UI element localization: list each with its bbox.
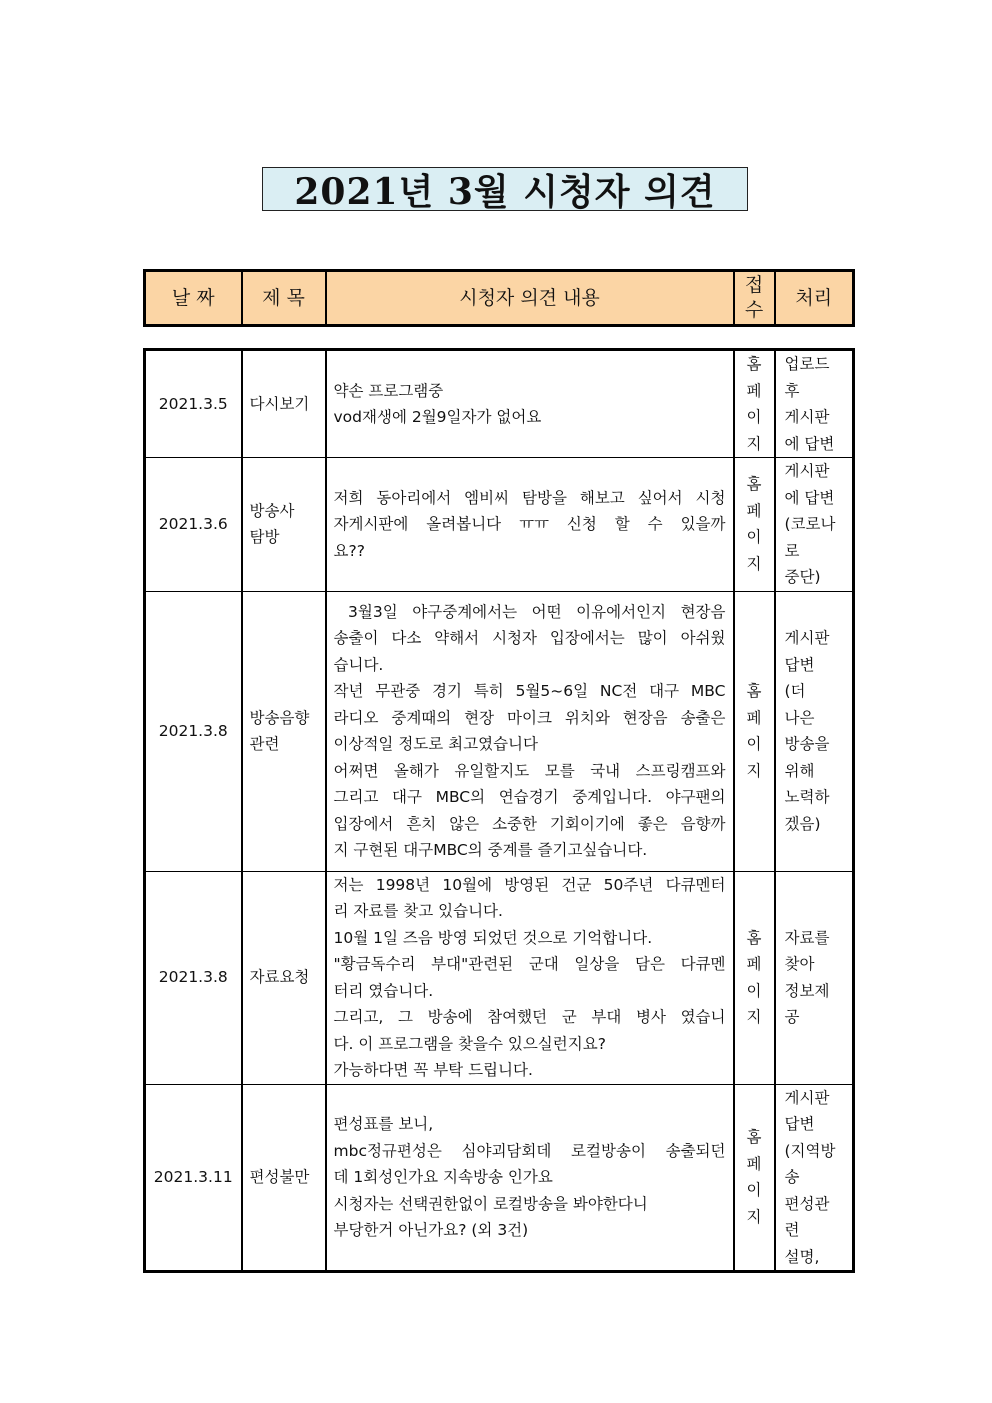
content-line: 작년 무관중 경기 특히 5월5~6일 NC전 대구 MBC: [333, 682, 726, 700]
row-received: [734, 871, 775, 1084]
content-line: 가능하다면 꼭 부탁 드립니다.: [333, 1061, 533, 1079]
row-subject: [242, 871, 326, 1084]
received-char: 이: [746, 735, 762, 753]
content-line: 이상적일 정도로 최고였습니다: [333, 735, 539, 753]
row-subject: [242, 458, 326, 592]
row-subject: [242, 350, 326, 458]
received-char: 이: [746, 1181, 762, 1200]
subject-line: 자료요청: [249, 968, 310, 987]
content-line: 입장에서 흔치 않은 소중한 기회이기에 좋은 음향까: [333, 814, 726, 833]
row-content: [326, 871, 734, 1084]
process-line: 찾아: [784, 955, 815, 973]
content-line: 터리 였습니다.: [333, 981, 434, 1000]
process-line: 공: [784, 1008, 800, 1026]
process-line: 중단): [784, 568, 821, 586]
content-line: 요??: [333, 541, 365, 560]
subject-line: 편성불만: [249, 1168, 310, 1186]
process-line: 설명,: [784, 1247, 820, 1266]
received-char: 지: [746, 554, 762, 573]
row-date: 2021.3.6: [145, 458, 242, 592]
received-char: 홈: [746, 355, 762, 373]
content-line: 3월3일 야구중계에서는 어떤 이유에서인지 현장음: [333, 602, 726, 621]
received-char: 페: [746, 1154, 762, 1173]
process-line: 노력하: [784, 788, 830, 806]
process-line: 나은: [784, 708, 815, 727]
process-line: 게시판: [784, 408, 830, 426]
process-line: 게시판: [784, 629, 830, 647]
process-line: 련: [784, 1221, 800, 1239]
header-content: 시청자 의견 내용: [326, 271, 734, 326]
row-received: [734, 591, 775, 871]
content-line: 라디오 중계때의 현장 마이크 위치와 현장음 송출은: [333, 708, 726, 727]
content-line: 편성표를 보니,: [333, 1115, 434, 1133]
received-char: 이: [746, 981, 762, 1000]
row-process: [775, 871, 854, 1084]
row-date: 2021.3.8: [145, 871, 242, 1084]
received-char: 홈: [746, 475, 762, 494]
received-char: 페: [746, 501, 762, 520]
process-line: 위해: [784, 761, 815, 780]
row-content: [326, 1084, 734, 1272]
content-line: 저는 1998년 10월에 방영된 건군 50주년 다큐멘터: [333, 875, 726, 894]
process-line: 정보제: [784, 981, 830, 1000]
process-line: 업로드: [784, 355, 830, 373]
row-subject: [242, 1084, 326, 1272]
page-title: 2021년 3월 시청자 의견: [262, 167, 748, 211]
row-process: [775, 350, 854, 458]
received-char: 페: [746, 708, 762, 727]
process-line: (더: [784, 682, 806, 700]
process-line: 겠음): [784, 814, 821, 833]
process-line: 게시판: [784, 462, 830, 480]
header-received: [734, 271, 775, 326]
row-process: [775, 458, 854, 592]
received-char: 페: [746, 381, 762, 400]
received-char: 페: [746, 955, 762, 973]
table-row: [145, 871, 854, 1084]
content-line: 그리고 대구 MBC의 연습경기 중계입니다. 야구팬의: [333, 788, 726, 806]
content-line: 리 자료를 찾고 있습니다.: [333, 902, 503, 920]
row-content: [326, 350, 734, 458]
process-line: 후: [784, 381, 800, 400]
row-subject: [242, 591, 326, 871]
row-content: [326, 458, 734, 592]
process-line: (코로나: [784, 515, 836, 533]
header-subject: 제 목: [242, 271, 326, 326]
content-line: 지 구현된 대구MBC의 중계를 즐기고싶습니다.: [333, 841, 648, 859]
process-line: (지역방: [784, 1141, 836, 1160]
row-received: [734, 1084, 775, 1272]
content-line: 습니다.: [333, 655, 384, 674]
content-line: 송출이 다소 약해서 시청자 입장에서는 많이 아쉬웠: [333, 629, 726, 647]
row-process: [775, 591, 854, 871]
process-line: 답변: [784, 655, 815, 674]
received-char: 지: [746, 434, 762, 453]
received-char: 이: [746, 408, 762, 426]
content-line: 부당한거 아닌가요? (외 3건): [333, 1221, 529, 1239]
row-content: [326, 591, 734, 871]
content-line: 어쩌면 올해가 유일할지도 모를 국내 스프링캠프와: [333, 761, 726, 780]
content-line: "황금독수리 부대"관련된 군대 일상을 담은 다큐멘: [333, 955, 726, 973]
received-char: 지: [746, 1008, 762, 1026]
process-line: 방송을: [784, 735, 830, 753]
header-date: 날 짜: [145, 271, 242, 326]
subject-line: 탐방: [249, 528, 280, 547]
content-line: 그리고, 그 방송에 참여했던 군 부대 병사 였습니: [333, 1008, 726, 1026]
header-process: 처리: [775, 271, 854, 326]
row-process: [775, 1084, 854, 1272]
received-char: 지: [746, 761, 762, 780]
received-char: 홈: [746, 1128, 762, 1147]
opinions-table: [143, 348, 855, 1273]
process-line: 자료를: [784, 928, 830, 947]
table-row: [145, 591, 854, 871]
process-line: 송: [784, 1168, 800, 1186]
table-row: [145, 1084, 854, 1272]
row-received: [734, 458, 775, 592]
content-line: 저희 동아리에서 엠비씨 탐방을 해보고 싶어서 시청: [333, 488, 726, 507]
received-char: 홈: [746, 682, 762, 700]
subject-line: 다시보기: [249, 394, 310, 413]
process-line: 게시판: [784, 1088, 830, 1107]
row-date: 2021.3.8: [145, 591, 242, 871]
subject-line: 관련: [249, 735, 280, 753]
table-row: [145, 458, 854, 592]
content-line: mbc정규편성은 심야괴담회데 로컬방송이 송출되던: [333, 1141, 726, 1160]
row-date: 2021.3.11: [145, 1084, 242, 1272]
content-line: 데 1회성인가요 지속방송 인가요: [333, 1168, 553, 1186]
content-line: 다. 이 프로그램을 찾을수 있으실런지요?: [333, 1034, 606, 1053]
received-char: 홈: [746, 928, 762, 947]
content-line: 약손 프로그램중: [333, 381, 444, 400]
row-date: 2021.3.5: [158, 394, 228, 413]
header-received-line1: 접: [744, 274, 764, 297]
subject-line: 방송음향: [249, 708, 310, 727]
table-row: [145, 350, 854, 458]
content-line: 자게시판에 올려봅니다 ㅠㅠ 신청 할 수 있을까: [333, 515, 726, 533]
process-line: 에 답변: [784, 488, 835, 507]
subject-line: 방송사: [249, 501, 295, 520]
received-char: 지: [746, 1207, 762, 1226]
table-header: [143, 269, 855, 327]
process-line: 답변: [784, 1115, 815, 1133]
process-line: 편성관: [784, 1194, 830, 1213]
process-line: 에 답변: [784, 434, 835, 453]
header-received-line2: 수: [744, 299, 764, 321]
content-line: 시청자는 선택권한없이 로컬방송을 봐야한다니: [333, 1194, 648, 1213]
content-line: vod재생에 2월9일자가 없어요: [333, 408, 542, 426]
received-char: 이: [746, 528, 762, 547]
process-line: 로: [784, 541, 800, 560]
row-received: [734, 350, 775, 458]
content-line: 10월 1일 즈음 방영 되었던 것으로 기억합니다.: [333, 928, 653, 947]
